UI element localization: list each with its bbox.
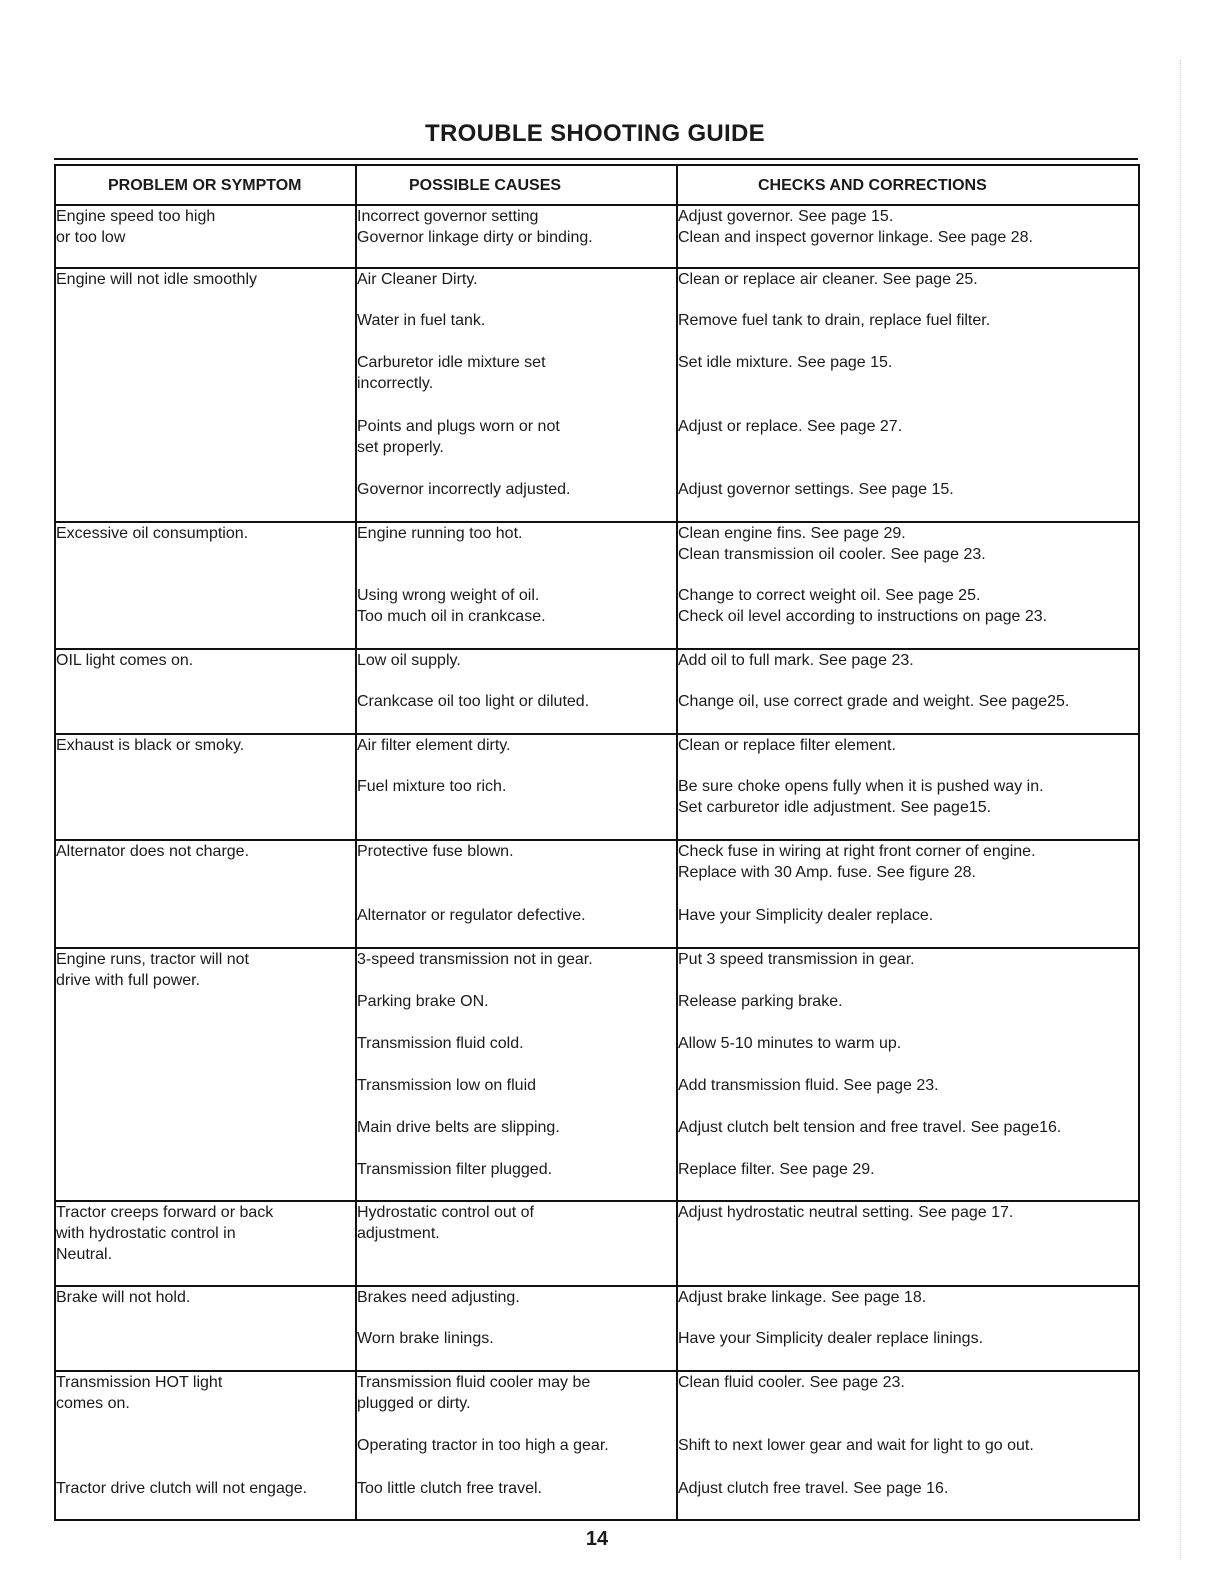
check-cell (677, 1117, 1139, 1159)
check-cell (677, 268, 1139, 310)
problem-cell (55, 840, 356, 905)
problem-cell-text: Engine will not idle smoothly (56, 271, 257, 288)
check-cell (677, 310, 1139, 352)
problem-cell (55, 1478, 356, 1520)
page-edge-margin (1180, 60, 1181, 1560)
cause-cell (356, 205, 677, 268)
cause-cell-text: Too little clutch free travel. (357, 1480, 542, 1497)
table-row (55, 1075, 1139, 1117)
problem-cell-text: Tractor drive clutch will not engage. (56, 1480, 308, 1497)
problem-cell (55, 948, 356, 991)
cause-cell (356, 310, 677, 352)
problem-cell (55, 479, 356, 522)
problem-cell (55, 268, 356, 310)
problem-cell (55, 1435, 356, 1478)
cause-cell-text: Carburetor idle mixture set incorrectly. (357, 354, 546, 392)
cause-cell-text: 3-speed transmission not in gear. (357, 951, 593, 968)
table-row (55, 1159, 1139, 1201)
cause-cell (356, 1033, 677, 1075)
cause-cell (356, 948, 677, 991)
cause-cell (356, 691, 677, 734)
check-cell-text: Be sure choke opens fully when it is pushed way in. Set carburetor idle adjustment. See page15. (678, 778, 1044, 816)
table-row (55, 840, 1139, 905)
check-cell-text: Add oil to full mark. See page 23. (678, 652, 914, 669)
table-row (55, 205, 1139, 268)
cause-cell-text: Crankcase oil too light or diluted. (357, 693, 590, 710)
cause-cell-text: Engine running too hot. (357, 525, 523, 542)
check-cell (677, 1033, 1139, 1075)
table-row (55, 479, 1139, 522)
check-cell (677, 416, 1139, 479)
check-cell (677, 479, 1139, 522)
problem-cell (55, 1033, 356, 1075)
cause-cell (356, 1371, 677, 1435)
header-checks: CHECKS AND CORRECTIONS (677, 165, 1139, 205)
cause-cell-text: Fuel mixture too rich. (357, 778, 507, 795)
check-cell-text: Clean fluid cooler. See page 23. (678, 1374, 905, 1391)
check-cell (677, 691, 1139, 734)
problem-cell-text: Transmission HOT light comes on. (56, 1374, 223, 1412)
cause-cell-text: Brakes need adjusting. (357, 1289, 520, 1306)
check-cell-text: Add transmission fluid. See page 23. (678, 1077, 939, 1094)
problem-cell-text: Exhaust is black or smoky. (56, 737, 245, 754)
check-cell (677, 1478, 1139, 1520)
cause-cell (356, 734, 677, 776)
cause-cell (356, 268, 677, 310)
cause-cell (356, 1435, 677, 1478)
problem-cell (55, 1201, 356, 1286)
cause-cell (356, 479, 677, 522)
table-top-rule (54, 158, 1138, 160)
table-row (55, 691, 1139, 734)
problem-cell (55, 205, 356, 268)
cause-cell-text: Air filter element dirty. (357, 737, 511, 754)
cause-cell-text: Protective fuse blown. (357, 843, 514, 860)
cause-cell (356, 905, 677, 948)
problem-cell-text: Tractor creeps forward or back with hydrostatic control in Neutral. (56, 1204, 274, 1263)
table-row (55, 948, 1139, 991)
table-body (55, 205, 1139, 1520)
cause-cell-text: Worn brake linings. (357, 1330, 494, 1347)
check-cell-text: Shift to next lower gear and wait for light to go out. (678, 1437, 1034, 1454)
check-cell-text: Change to correct weight oil. See page 25. Check oil level according to instructions on page 23. (678, 587, 1048, 625)
table-row (55, 991, 1139, 1033)
check-cell-text: Adjust clutch free travel. See page 16. (678, 1480, 949, 1497)
header-problem: PROBLEM OR SYMPTOM (55, 165, 356, 205)
problem-cell (55, 1328, 356, 1371)
problem-cell (55, 991, 356, 1033)
cause-cell-text: Transmission fluid cold. (357, 1035, 524, 1052)
table-row (55, 1286, 1139, 1328)
problem-cell (55, 585, 356, 649)
check-cell (677, 1201, 1139, 1286)
cause-cell (356, 649, 677, 691)
cause-cell (356, 522, 677, 585)
problem-cell-text: Engine runs, tractor will not drive with full power. (56, 951, 249, 989)
check-cell (677, 1286, 1139, 1328)
table-row (55, 1435, 1139, 1478)
problem-cell (55, 522, 356, 585)
cause-cell-text: Alternator or regulator defective. (357, 907, 586, 924)
cause-cell-text: Incorrect governor setting Governor linkage dirty or binding. (357, 208, 593, 246)
check-cell-text: Adjust hydrostatic neutral setting. See page 17. (678, 1204, 1014, 1221)
check-cell (677, 991, 1139, 1033)
check-cell (677, 585, 1139, 649)
problem-cell-text: OIL light comes on. (56, 652, 194, 669)
check-cell (677, 1328, 1139, 1371)
problem-cell (55, 1371, 356, 1435)
table-row (55, 649, 1139, 691)
cause-cell-text: Low oil supply. (357, 652, 461, 669)
problem-cell (55, 776, 356, 840)
cause-cell-text: Operating tractor in too high a gear. (357, 1437, 609, 1454)
cause-cell (356, 416, 677, 479)
check-cell (677, 1371, 1139, 1435)
guide-table (54, 164, 1140, 1521)
table-row (55, 1478, 1139, 1520)
table-row (55, 1328, 1139, 1371)
problem-cell-text: Excessive oil consumption. (56, 525, 249, 542)
problem-cell-text: Brake will not hold. (56, 1289, 191, 1306)
cause-cell-text: Points and plugs worn or not set properly. (357, 418, 560, 456)
cause-cell (356, 352, 677, 416)
check-cell (677, 948, 1139, 991)
table-row (55, 734, 1139, 776)
cause-cell-text: Transmission low on fluid (357, 1077, 537, 1094)
check-cell-text: Replace filter. See page 29. (678, 1161, 875, 1178)
table-row (55, 268, 1139, 310)
cause-cell-text: Hydrostatic control out of adjustment. (357, 1204, 534, 1242)
check-cell-text: Adjust governor. See page 15. Clean and inspect governor linkage. See page 28. (678, 208, 1033, 246)
check-cell (677, 776, 1139, 840)
check-cell-text: Adjust clutch belt tension and free travel. See page16. (678, 1119, 1062, 1136)
check-cell-text: Put 3 speed transmission in gear. (678, 951, 915, 968)
check-cell-text: Allow 5-10 minutes to warm up. (678, 1035, 902, 1052)
check-cell-text: Adjust brake linkage. See page 18. (678, 1289, 927, 1306)
check-cell-text: Release parking brake. (678, 993, 843, 1010)
problem-cell-text: Engine speed too high or too low (56, 208, 216, 246)
cause-cell (356, 1286, 677, 1328)
problem-cell (55, 905, 356, 948)
page-number: 14 (585, 1528, 609, 1550)
check-cell (677, 1159, 1139, 1201)
page-title: TROUBLE SHOOTING GUIDE (425, 120, 765, 147)
check-cell (677, 1435, 1139, 1478)
problem-cell (55, 1075, 356, 1117)
cause-cell-text: Using wrong weight of oil. Too much oil in crankcase. (357, 587, 546, 625)
cause-cell (356, 1478, 677, 1520)
problem-cell-text: Alternator does not charge. (56, 843, 250, 860)
problem-cell (55, 734, 356, 776)
problem-cell (55, 649, 356, 691)
header-causes: POSSIBLE CAUSES (356, 165, 677, 205)
check-cell-text: Clean or replace air cleaner. See page 25. (678, 271, 978, 288)
cause-cell-text: Main drive belts are slipping. (357, 1119, 560, 1136)
table-row (55, 1033, 1139, 1075)
cause-cell-text: Governor incorrectly adjusted. (357, 481, 571, 498)
check-cell-text: Have your Simplicity dealer replace linings. (678, 1330, 984, 1347)
cause-cell (356, 991, 677, 1033)
table-row (55, 416, 1139, 479)
check-cell (677, 649, 1139, 691)
check-cell (677, 905, 1139, 948)
cause-cell-text: Transmission filter plugged. (357, 1161, 553, 1178)
problem-cell (55, 691, 356, 734)
cause-cell-text: Transmission fluid cooler may be plugged or dirty. (357, 1374, 591, 1412)
cause-cell (356, 585, 677, 649)
table-row (55, 352, 1139, 416)
problem-cell (55, 1286, 356, 1328)
check-cell-text: Check fuse in wiring at right front corner of engine. Replace with 30 Amp. fuse. See figure 28. (678, 843, 1036, 881)
header-row (55, 165, 1139, 205)
check-cell-text: Clean engine fins. See page 29. Clean transmission oil cooler. See page 23. (678, 525, 986, 563)
check-cell-text: Have your Simplicity dealer replace. (678, 907, 934, 924)
cause-cell (356, 1159, 677, 1201)
check-cell-text: Adjust governor settings. See page 15. (678, 481, 954, 498)
cause-cell-text: Air Cleaner Dirty. (357, 271, 478, 288)
check-cell-text: Change oil, use correct grade and weight. See page25. (678, 693, 1070, 710)
check-cell-text: Adjust or replace. See page 27. (678, 418, 903, 435)
cause-cell (356, 1117, 677, 1159)
cause-cell (356, 776, 677, 840)
check-cell-text: Set idle mixture. See page 15. (678, 354, 893, 371)
check-cell-text: Remove fuel tank to drain, replace fuel filter. (678, 312, 991, 329)
check-cell-text: Clean or replace filter element. (678, 737, 896, 754)
table-row (55, 776, 1139, 840)
table-row (55, 310, 1139, 352)
problem-cell (55, 1117, 356, 1159)
table-row (55, 1371, 1139, 1435)
table-row (55, 585, 1139, 649)
check-cell (677, 734, 1139, 776)
problem-cell (55, 310, 356, 352)
cause-cell-text: Parking brake ON. (357, 993, 489, 1010)
cause-cell (356, 840, 677, 905)
problem-cell (55, 352, 356, 416)
trouble-shooting-table (54, 158, 1138, 1521)
problem-cell (55, 1159, 356, 1201)
cause-cell (356, 1328, 677, 1371)
table-row (55, 1201, 1139, 1286)
table-row (55, 905, 1139, 948)
check-cell (677, 522, 1139, 585)
cause-cell-text: Water in fuel tank. (357, 312, 486, 329)
check-cell (677, 205, 1139, 268)
check-cell (677, 352, 1139, 416)
problem-cell (55, 416, 356, 479)
check-cell (677, 1075, 1139, 1117)
table-row (55, 522, 1139, 585)
cause-cell (356, 1201, 677, 1286)
table-row (55, 1117, 1139, 1159)
cause-cell (356, 1075, 677, 1117)
check-cell (677, 840, 1139, 905)
